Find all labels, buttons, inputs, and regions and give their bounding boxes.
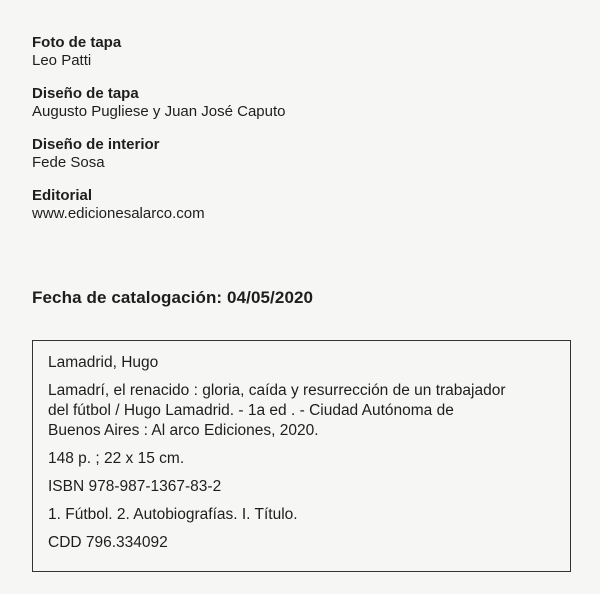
catalog-title-line: del fútbol / Hugo Lamadrid. - 1a ed . - Ciudad Autónoma de [48,402,454,419]
credit-heading: Diseño de interior [32,136,160,153]
catalog-record [48,353,560,553]
credit-heading: Foto de tapa [32,34,122,51]
credit-value: www.edicionesalarco.com [32,205,205,222]
credit-interior-design [32,136,286,172]
catalog-record-box [32,340,571,572]
credit-value: Augusto Pugliese y Juan José Caputo [32,103,286,120]
catalog-author: Lamadrid, Hugo [48,354,159,371]
credit-heading: Editorial [32,187,93,204]
credit-publisher [32,187,286,223]
catalog-subjects: 1. Fútbol. 2. Autobiografías. I. Título. [48,506,298,523]
catalog-title-line: Buenos Aires : Al arco Ediciones, 2020. [48,422,319,439]
credit-value: Leo Patti [32,52,92,69]
catalog-isbn: ISBN 978-987-1367-83-2 [48,478,222,495]
credit-cover-design [32,85,286,121]
credit-heading: Diseño de tapa [32,85,139,102]
catalog-date: Fecha de catalogación: 04/05/2020 [32,288,314,307]
catalog-physical-description: 148 p. ; 22 x 15 cm. [48,450,185,467]
catalog-cdd: CDD 796.334092 [48,534,168,551]
catalog-title-block [48,381,560,441]
credit-value: Fede Sosa [32,154,105,171]
credit-cover-photo [32,34,286,70]
credits-section [32,34,286,238]
catalog-title-line: Lamadrí, el renacido : gloria, caída y resurrección de un trabajador [48,382,506,399]
